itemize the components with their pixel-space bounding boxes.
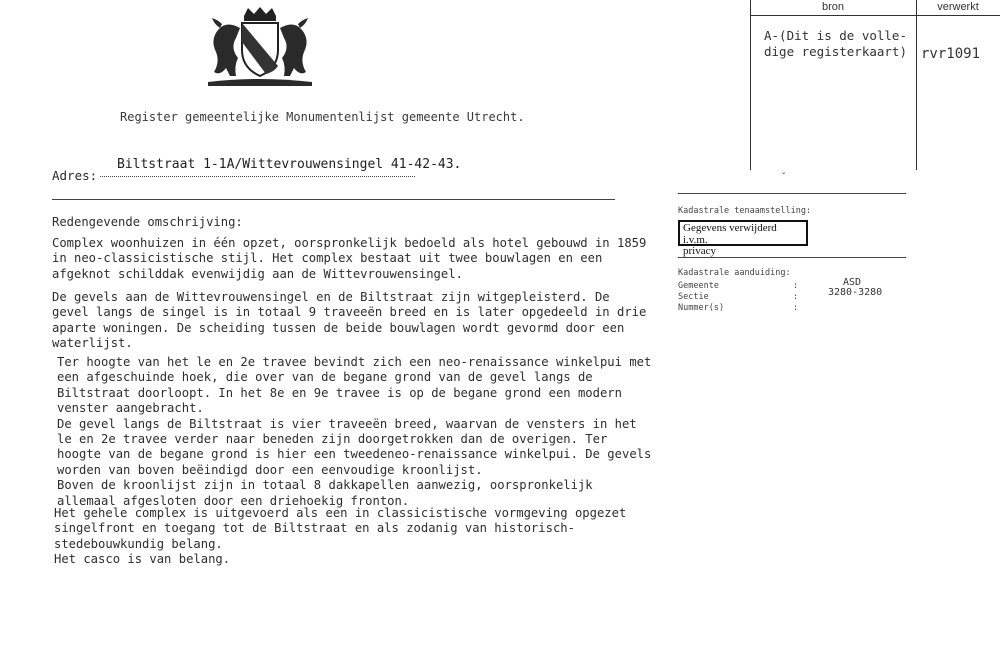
- privacy-notice-box: [678, 220, 808, 257]
- kadaster-sectie-label: Sectie: [678, 292, 709, 302]
- kadaster-gemeente-label: Gemeente: [678, 281, 719, 291]
- text-line: venster aangebracht.: [57, 401, 204, 416]
- text-line: in neo-classicistische stijl. Het complex bestaat uit twee bouwlagen en een: [52, 251, 603, 266]
- stamp-border-left: [750, 0, 751, 170]
- stamp-header-bron: bron: [821, 1, 845, 13]
- text-line: stedebouwkundig belang.: [54, 536, 223, 551]
- kadaster-sectie-value: 3280-3280: [828, 287, 883, 298]
- utrecht-crest-emblem: [200, 6, 320, 88]
- description-paragraph-2: [52, 290, 646, 352]
- text-line: Ter hoogte van het le en 2e travee bevindt zich een neo-renaissance winkelpui met: [57, 355, 652, 369]
- text-line: Het gehele complex is uitgevoerd als een in classicistische vormgeving opgezet: [54, 506, 627, 520]
- text-line: Biltstraat doorloopt. In het 8e en 9e travee is op de begane grond een modern: [57, 385, 622, 400]
- text-line: singelfront en toegang tot de Biltstraat en als zodanig van historisch-: [54, 521, 575, 536]
- stamp-verwerkt-value: rvr1091: [921, 46, 981, 62]
- privacy-line-2: privacy: [683, 245, 716, 257]
- text-line: allemaal afgesloten door een driehoekig fronton.: [57, 493, 410, 508]
- address-label: Adres:: [52, 168, 98, 183]
- text-line: Het casco is van belang.: [54, 552, 231, 567]
- kadaster-gemeente-value: ASD: [843, 277, 862, 288]
- text-line: gevel langs de singel is in totaal 9 traveeën breed en is later opgedeeld in drie: [52, 305, 647, 320]
- kadaster-nummers-label: Nummer(s): [678, 303, 725, 313]
- kadaster-gemeente-colon: :: [793, 281, 799, 291]
- kadaster-nummers-colon: :: [793, 303, 799, 313]
- kadaster-tenaamstelling-label: Kadastrale tenaamstelling:: [678, 206, 812, 216]
- text-line: een afgeschuinde hoek, die over van de begane grond van de gevel langs de: [57, 370, 593, 385]
- privacy-line-1: Gegevens verwijderd i.v.m.: [683, 222, 777, 246]
- text-line: De gevel langs de Biltstraat is vier traveeën breed, waarvan de vensters in het: [57, 416, 637, 431]
- text-line: aparte woningen. De scheiding tussen de beide bouwlagen wordt gevormd door een: [52, 320, 625, 335]
- text-line: le en 2e travee verder naar beneden zijn doorgetrokken dan de overigen. Ter: [57, 432, 608, 447]
- kadaster-mid-rule: [678, 257, 906, 258]
- stamp-header-rule: [750, 15, 1000, 16]
- kadaster-aanduiding-label: Kadastrale aanduiding:: [678, 268, 791, 278]
- description-paragraph-3: [57, 355, 651, 509]
- stamp-header-verwerkt: verwerkt: [937, 1, 979, 13]
- text-line: De gevels aan de Wittevrouwensingel en de Biltstraat zijn witgepleisterd. De: [52, 290, 610, 304]
- kadaster-top-rule: [678, 193, 906, 194]
- stamp-border-mid: [916, 0, 917, 170]
- stamp-bron-line1: A-(Dit is de volle-: [764, 28, 907, 43]
- address-value: Biltstraat 1-1A/Wittevrouwensingel 41-42-43.: [117, 157, 462, 172]
- description-heading: Redengevende omschrijving:: [52, 215, 243, 229]
- stamp-tick-mark: ˇ: [782, 172, 786, 183]
- address-dotted-line: [100, 176, 415, 177]
- text-line: Boven de kroonlijst zijn in totaal 8 dakkapellen aanwezig, oorspronkelijk: [57, 478, 593, 493]
- address-rule: [52, 199, 615, 200]
- description-paragraph-4: [54, 506, 626, 568]
- text-line: Complex woonhuizen in één opzet, oorspronkelijk bedoeld als hotel gebouwd in 1859: [52, 236, 647, 250]
- description-paragraph-1: [52, 236, 646, 282]
- text-line: worden van boven beëindigd door een eenvoudige kroonlijst.: [57, 462, 483, 477]
- kadaster-sectie-colon: :: [793, 292, 799, 302]
- text-line: afgeknot schilddak evenwijdig aan de Wittevrouwensingel.: [52, 266, 463, 281]
- text-line: hoogte van de begane grond is hier een tweedeneo-renaissance winkelpui. De gevels: [57, 447, 652, 462]
- stamp-bron-line2: dige registerkaart): [764, 44, 907, 59]
- text-line: waterlijst.: [52, 336, 133, 351]
- register-title: Register gemeentelijke Monumentenlijst gemeente Utrecht.: [120, 110, 525, 124]
